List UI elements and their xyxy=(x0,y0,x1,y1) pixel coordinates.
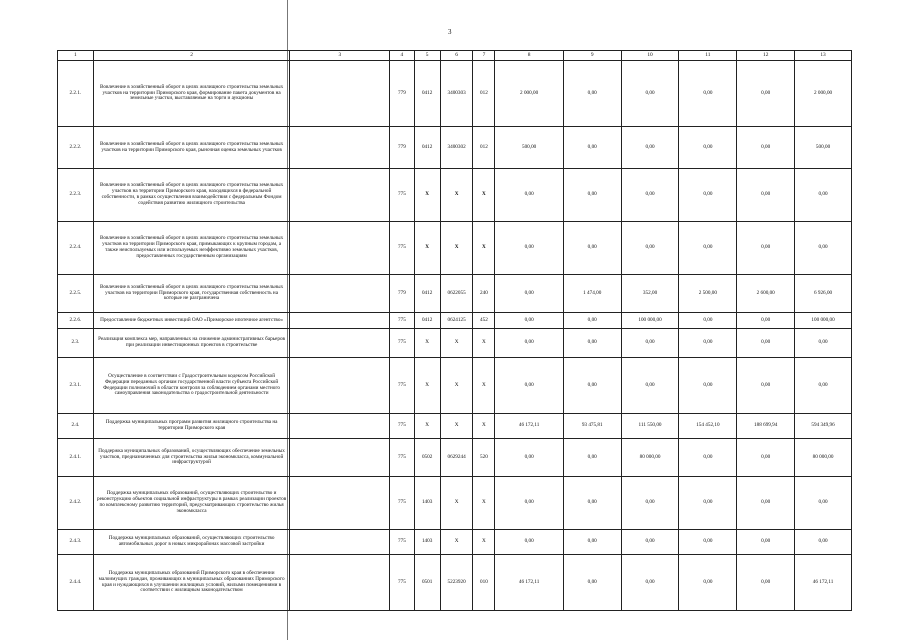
header-cell: 1 xyxy=(58,51,94,61)
row-name: Поддержка муниципальных образований, осуществляющих строительство автомобильных дорог в новых микрорайонах массовой застройки xyxy=(93,530,290,555)
row-col5: 0412 xyxy=(414,61,440,127)
row-col11: 0,00 xyxy=(679,169,737,222)
row-number: 2.4. xyxy=(58,414,94,439)
row-col9: 0,00 xyxy=(563,313,621,329)
table-row xyxy=(58,329,852,358)
row-col3 xyxy=(290,61,390,127)
header-row xyxy=(58,51,852,61)
row-col13: 0,00 xyxy=(795,358,852,414)
row-col3 xyxy=(290,275,390,313)
row-col7: 012 xyxy=(473,127,495,169)
row-col10: 100 000,00 xyxy=(621,313,679,329)
row-col12: 0,00 xyxy=(737,222,795,275)
table-row xyxy=(58,61,852,127)
row-col6: 3400303 xyxy=(440,61,473,127)
row-col8: 0,00 xyxy=(495,439,563,477)
row-number: 2.2.4. xyxy=(58,222,94,275)
row-col5: 0412 xyxy=(414,127,440,169)
row-col8: 0,00 xyxy=(495,169,563,222)
row-col9: 0,00 xyxy=(563,329,621,358)
row-col3 xyxy=(290,127,390,169)
row-col10: 0,00 xyxy=(621,169,679,222)
row-name: Вовлечение в хозяйственный оборот в целях жилищного строительства земельных участков на территории Приморского края, примыкающих к крупным городам, а также неиспользуемых или используемых неэффективно земельных участков, предоставленных государственным организациям xyxy=(93,222,290,275)
row-col6: X xyxy=(440,329,473,358)
header-cell: 3 xyxy=(290,51,390,61)
table-row xyxy=(58,169,852,222)
row-col9: 0,00 xyxy=(563,439,621,477)
row-col3 xyxy=(290,530,390,555)
row-col9: 0,00 xyxy=(563,169,621,222)
table-row xyxy=(58,313,852,329)
row-col4: 775 xyxy=(390,329,414,358)
header-cell: 5 xyxy=(414,51,440,61)
row-col8: 0,00 xyxy=(495,222,563,275)
row-col9: 0,00 xyxy=(563,61,621,127)
row-col11: 0,00 xyxy=(679,222,737,275)
row-col3 xyxy=(290,439,390,477)
row-col6: 0622055 xyxy=(440,275,473,313)
row-name: Предоставление бюджетных инвестиций ОАО «Приморское ипотечное агентство» xyxy=(93,313,290,329)
row-col5: 0502 xyxy=(414,439,440,477)
row-col9: 1 474,00 xyxy=(563,275,621,313)
row-col7: 010 xyxy=(473,555,495,611)
header-cell: 7 xyxy=(473,51,495,61)
row-col5: 0501 xyxy=(414,555,440,611)
row-col11: 154 452,10 xyxy=(679,414,737,439)
header-cell: 8 xyxy=(495,51,563,61)
row-col9: 0,00 xyxy=(563,477,621,530)
row-col13: 500,00 xyxy=(795,127,852,169)
header-cell: 4 xyxy=(390,51,414,61)
row-col12: 0,00 xyxy=(737,555,795,611)
row-col11: 0,00 xyxy=(679,477,737,530)
row-number: 2.4.3. xyxy=(58,530,94,555)
row-col6: X xyxy=(440,358,473,414)
table-row xyxy=(58,477,852,530)
row-col4: 775 xyxy=(390,414,414,439)
row-col10: 0,00 xyxy=(621,477,679,530)
page-number: 3 xyxy=(448,28,452,36)
row-col7: X xyxy=(473,530,495,555)
row-col6: 5223920 xyxy=(440,555,473,611)
row-col6: X xyxy=(440,169,473,222)
row-col10: 80 000,00 xyxy=(621,439,679,477)
row-col11: 0,00 xyxy=(679,61,737,127)
row-col4: 775 xyxy=(390,439,414,477)
row-col11: 0,00 xyxy=(679,439,737,477)
row-col12: 0,00 xyxy=(737,477,795,530)
row-col4: 775 xyxy=(390,555,414,611)
row-col5: X xyxy=(414,358,440,414)
row-col10: 0,00 xyxy=(621,127,679,169)
row-name: Поддержка муниципальных образований Приморского края в обеспечении малоимущих граждан, проживающих в муниципальных образованиях Приморского края и нуждающихся в улучшении жилищных условий, жилыми помещениями в соответствии с жилищным законодательством xyxy=(93,555,290,611)
row-col6: X xyxy=(440,530,473,555)
row-col12: 0,00 xyxy=(737,530,795,555)
row-col3 xyxy=(290,358,390,414)
row-col9: 0,00 xyxy=(563,555,621,611)
row-name: Осуществление в соответствии с Градостроительным кодексом Российской Федерации переданных органам государственной власти субъекта Российской Федерации полномочий в области контроля за соблюдением органами местного самоуправления законодательства о градостроительной деятельности xyxy=(93,358,290,414)
row-number: 2.2.5. xyxy=(58,275,94,313)
row-col3 xyxy=(290,313,390,329)
row-col12: 0,00 xyxy=(737,169,795,222)
row-col5: 1403 xyxy=(414,477,440,530)
row-col9: 0,00 xyxy=(563,222,621,275)
row-col7: 012 xyxy=(473,61,495,127)
row-col7: 452 xyxy=(473,313,495,329)
row-col8: 0,00 xyxy=(495,275,563,313)
table-row xyxy=(58,275,852,313)
row-col7: 520 xyxy=(473,439,495,477)
row-col5: X xyxy=(414,414,440,439)
row-col7: X xyxy=(473,222,495,275)
row-col13: 100 000,00 xyxy=(795,313,852,329)
row-col13: 6 926,00 xyxy=(795,275,852,313)
row-col10: 0,00 xyxy=(621,555,679,611)
header-cell: 12 xyxy=(737,51,795,61)
row-col5: X xyxy=(414,329,440,358)
row-col10: 0,00 xyxy=(621,530,679,555)
row-col8: 2 000,00 xyxy=(495,61,563,127)
row-col9: 0,00 xyxy=(563,530,621,555)
row-col13: 0,00 xyxy=(795,477,852,530)
row-col6: X xyxy=(440,222,473,275)
row-col13: 80 000,00 xyxy=(795,439,852,477)
row-col5: 1403 xyxy=(414,530,440,555)
row-col5: X xyxy=(414,169,440,222)
row-col12: 0,00 xyxy=(737,61,795,127)
row-number: 2.2.2. xyxy=(58,127,94,169)
table-row xyxy=(58,414,852,439)
header-cell: 13 xyxy=(795,51,852,61)
row-col9: 0,00 xyxy=(563,358,621,414)
row-col13: 2 000,00 xyxy=(795,61,852,127)
row-col8: 46 172,11 xyxy=(495,414,563,439)
table-row xyxy=(58,358,852,414)
row-col7: X xyxy=(473,329,495,358)
row-col7: X xyxy=(473,358,495,414)
row-col12: 0,00 xyxy=(737,313,795,329)
row-col6: X xyxy=(440,414,473,439)
row-number: 2.2.3. xyxy=(58,169,94,222)
row-col6: X xyxy=(440,477,473,530)
table-row xyxy=(58,530,852,555)
row-col10: 111 550,00 xyxy=(621,414,679,439)
row-name: Поддержка муниципальных программ развития жилищного строительства на территории Приморского края xyxy=(93,414,290,439)
row-col8: 0,00 xyxy=(495,329,563,358)
row-col8: 0,00 xyxy=(495,358,563,414)
header-cell: 6 xyxy=(440,51,473,61)
table-row xyxy=(58,555,852,611)
row-col12: 0,00 xyxy=(737,358,795,414)
row-col3 xyxy=(290,329,390,358)
row-col10: 0,00 xyxy=(621,222,679,275)
row-col11: 0,00 xyxy=(679,530,737,555)
row-col3 xyxy=(290,414,390,439)
table-row xyxy=(58,439,852,477)
row-col10: 0,00 xyxy=(621,358,679,414)
row-col8: 0,00 xyxy=(495,477,563,530)
row-name: Вовлечение в хозяйственный оборот в целях жилищного строительства земельных участков на территории Приморского края, находящихся в федеральной собственности, в рамках осуществления взаимодействия с федеральным Фондом содействия развитию жилищного строительства xyxy=(93,169,290,222)
row-col3 xyxy=(290,169,390,222)
row-number: 2.2.1. xyxy=(58,61,94,127)
row-col13: 0,00 xyxy=(795,169,852,222)
row-name: Поддержка муниципальных образований, осуществляющих обеспечение земельных участков, предназначенных для строительства жилья экономкласса, коммунальной инфраструктурой xyxy=(93,439,290,477)
row-col13: 0,00 xyxy=(795,530,852,555)
row-name: Поддержка муниципальных образований, осуществляющих строительство и реконструкцию объектов социальной инфраструктуры в рамках реализации проектов по комплексному развитию территорий, предусматривающих строительство жилья экономкласса xyxy=(93,477,290,530)
row-col8: 0,00 xyxy=(495,313,563,329)
table-body xyxy=(58,61,852,611)
row-col4: 775 xyxy=(390,477,414,530)
row-col11: 2 500,00 xyxy=(679,275,737,313)
row-name: Вовлечение в хозяйственный оборот в целях жилищного строительства земельных участков на территории Приморского края, рыночная оценка земельных участков xyxy=(93,127,290,169)
row-col10: 0,00 xyxy=(621,61,679,127)
row-col11: 0,00 xyxy=(679,329,737,358)
row-name: Реализация комплекса мер, направленных на снижение административных барьеров при реализации инвестиционных проектов в строительстве xyxy=(93,329,290,358)
row-number: 2.4.1. xyxy=(58,439,94,477)
row-col9: 93 475,81 xyxy=(563,414,621,439)
row-col13: 0,00 xyxy=(795,222,852,275)
row-col7: 240 xyxy=(473,275,495,313)
table-row xyxy=(58,222,852,275)
row-col4: 775 xyxy=(390,530,414,555)
row-col13: 0,00 xyxy=(795,329,852,358)
row-col3 xyxy=(290,555,390,611)
row-col8: 0,00 xyxy=(495,530,563,555)
row-col4: 775 xyxy=(390,313,414,329)
row-col5: X xyxy=(414,222,440,275)
header-cell: 11 xyxy=(679,51,737,61)
row-col5: 0412 xyxy=(414,313,440,329)
row-col12: 0,00 xyxy=(737,439,795,477)
row-number: 2.2.6. xyxy=(58,313,94,329)
row-col3 xyxy=(290,477,390,530)
row-col8: 46 172,11 xyxy=(495,555,563,611)
row-col6: 0624125 xyxy=(440,313,473,329)
row-col5: 0412 xyxy=(414,275,440,313)
row-col7: X xyxy=(473,477,495,530)
row-col11: 0,00 xyxy=(679,127,737,169)
row-col11: 0,00 xyxy=(679,313,737,329)
row-number: 2.3. xyxy=(58,329,94,358)
row-col10: 352,00 xyxy=(621,275,679,313)
header-cell: 9 xyxy=(563,51,621,61)
row-col3 xyxy=(290,222,390,275)
row-name: Вовлечение в хозяйственный оборот в целях жилищного строительства земельных участков на территории Приморского края, государственная собственность на которые не разграничена xyxy=(93,275,290,313)
row-col4: 779 xyxy=(390,275,414,313)
row-col13: 594 349,96 xyxy=(795,414,852,439)
row-col12: 188 699,94 xyxy=(737,414,795,439)
row-col4: 775 xyxy=(390,222,414,275)
row-col7: X xyxy=(473,169,495,222)
row-col4: 775 xyxy=(390,358,414,414)
header-cell: 2 xyxy=(93,51,290,61)
row-number: 2.4.2. xyxy=(58,477,94,530)
row-col6: 0629244 xyxy=(440,439,473,477)
row-col4: 779 xyxy=(390,61,414,127)
row-name: Вовлечение в хозяйственный оборот в целях жилищного строительства земельных участков на территории Приморского края, формирование пакета документов на земельные участки, выставляемые на торги и аукционы xyxy=(93,61,290,127)
row-col4: 775 xyxy=(390,169,414,222)
row-number: 2.4.4. xyxy=(58,555,94,611)
row-col12: 2 600,00 xyxy=(737,275,795,313)
row-col8: 500,00 xyxy=(495,127,563,169)
row-col10: 0,00 xyxy=(621,329,679,358)
row-col12: 0,00 xyxy=(737,127,795,169)
header-cell: 10 xyxy=(621,51,679,61)
row-col6: 3400302 xyxy=(440,127,473,169)
row-col12: 0,00 xyxy=(737,329,795,358)
row-number: 2.3.1. xyxy=(58,358,94,414)
row-col13: 46 172,11 xyxy=(795,555,852,611)
budget-table xyxy=(57,50,852,611)
row-col11: 0,00 xyxy=(679,555,737,611)
row-col9: 0,00 xyxy=(563,127,621,169)
table-row xyxy=(58,127,852,169)
row-col11: 0,00 xyxy=(679,358,737,414)
row-col7: X xyxy=(473,414,495,439)
row-col4: 779 xyxy=(390,127,414,169)
